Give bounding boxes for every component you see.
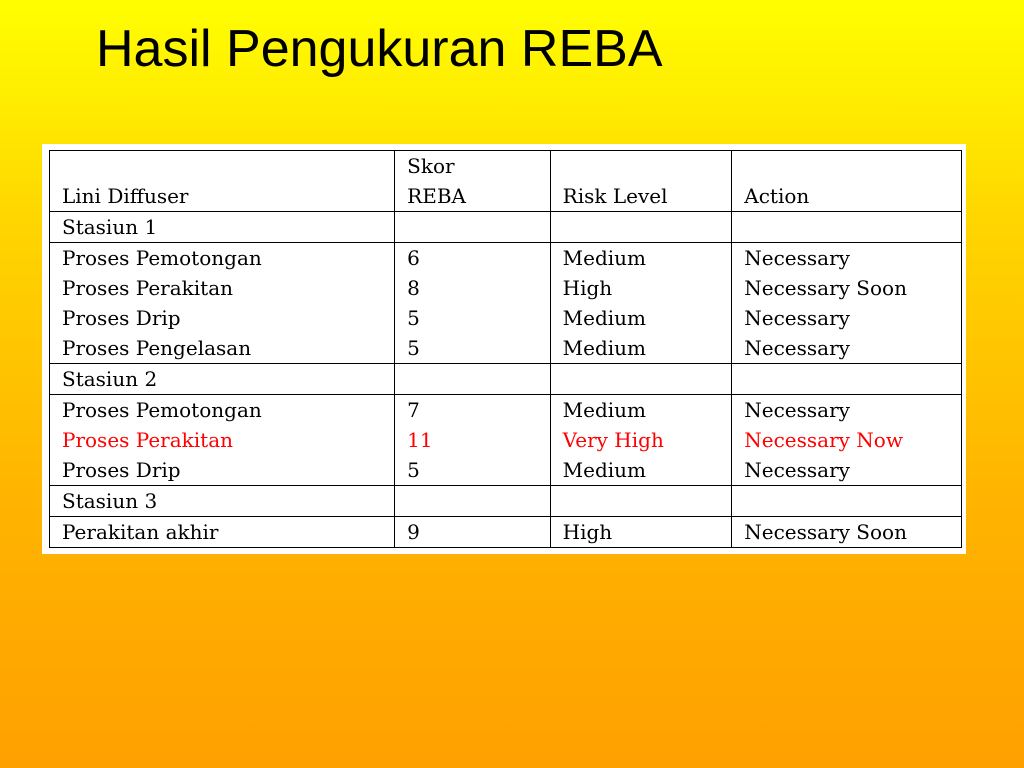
station-risk-cell xyxy=(550,486,732,517)
station-score-cell xyxy=(395,212,550,243)
station-name-cell xyxy=(50,364,395,395)
process-action: Necessary xyxy=(744,306,850,330)
process-action-cell xyxy=(732,243,962,364)
process-score: 5 xyxy=(407,336,420,360)
station-score-cell xyxy=(395,486,550,517)
station-action-cell xyxy=(732,212,962,243)
header-score-label-line2: REBA xyxy=(407,184,466,208)
process-action-cell xyxy=(732,395,962,486)
process-action: Necessary xyxy=(744,458,850,482)
process-name: Proses Drip xyxy=(62,306,181,330)
process-name: Proses Perakitan xyxy=(62,276,234,300)
station-name: Stasiun 2 xyxy=(62,367,158,391)
header-row xyxy=(50,151,962,212)
process-risk: Medium xyxy=(562,246,646,270)
process-action: Necessary Soon xyxy=(744,520,907,544)
station-action-cell xyxy=(732,364,962,395)
station-action-cell xyxy=(732,486,962,517)
process-score: 6 xyxy=(407,246,420,270)
process-group-row xyxy=(50,243,962,364)
process-risk: Very High xyxy=(562,428,664,452)
process-risk-cell xyxy=(550,517,732,548)
process-action: Necessary Now xyxy=(744,428,903,452)
process-score: 5 xyxy=(407,458,420,482)
header-action-label: Action xyxy=(744,184,810,208)
station-risk-cell xyxy=(550,212,732,243)
process-risk-cell xyxy=(550,243,732,364)
process-name-cell xyxy=(50,395,395,486)
reba-table xyxy=(49,150,962,548)
process-action: Necessary xyxy=(744,246,850,270)
station-name-cell xyxy=(50,486,395,517)
process-score: 8 xyxy=(407,276,420,300)
process-action: Necessary Soon xyxy=(744,276,907,300)
process-name: Proses Pemotongan xyxy=(62,398,262,422)
process-score: 11 xyxy=(407,428,433,452)
process-score-cell xyxy=(395,243,550,364)
process-score-cell xyxy=(395,517,550,548)
table-frame xyxy=(42,144,966,554)
process-group-row xyxy=(50,395,962,486)
process-risk: Medium xyxy=(562,398,646,422)
station-score-cell xyxy=(395,364,550,395)
process-name: Proses Drip xyxy=(62,458,181,482)
station-name: Stasiun 3 xyxy=(62,489,158,513)
process-risk: Medium xyxy=(562,458,646,482)
station-row xyxy=(50,364,962,395)
process-score: 9 xyxy=(407,520,420,544)
station-name: Stasiun 1 xyxy=(62,215,158,239)
reba-table-body xyxy=(50,151,962,548)
process-risk: High xyxy=(562,520,613,544)
process-risk: Medium xyxy=(562,306,646,330)
header-cell-score xyxy=(395,151,550,212)
header-score-label-line1: Skor xyxy=(407,154,455,178)
header-cell-risk xyxy=(550,151,732,212)
header-cell-name xyxy=(50,151,395,212)
process-risk: Medium xyxy=(562,336,646,360)
process-risk-cell xyxy=(550,395,732,486)
header-cell-action xyxy=(732,151,962,212)
process-name: Proses Perakitan xyxy=(62,428,234,452)
station-risk-cell xyxy=(550,364,732,395)
process-name: Perakitan akhir xyxy=(62,520,219,544)
process-action-cell xyxy=(732,517,962,548)
station-row xyxy=(50,212,962,243)
header-risk-label: Risk Level xyxy=(562,184,668,208)
process-action: Necessary xyxy=(744,336,850,360)
process-score: 5 xyxy=(407,306,420,330)
process-name: Proses Pengelasan xyxy=(62,336,252,360)
station-name-cell xyxy=(50,212,395,243)
process-score: 7 xyxy=(407,398,420,422)
process-risk: High xyxy=(562,276,613,300)
slide-title: Hasil Pengukuran REBA xyxy=(96,20,663,78)
process-score-cell xyxy=(395,395,550,486)
process-group-row xyxy=(50,517,962,548)
station-row xyxy=(50,486,962,517)
process-name: Proses Pemotongan xyxy=(62,246,262,270)
process-name-cell xyxy=(50,517,395,548)
header-name-label: Lini Diffuser xyxy=(62,184,189,208)
process-name-cell xyxy=(50,243,395,364)
process-action: Necessary xyxy=(744,398,850,422)
